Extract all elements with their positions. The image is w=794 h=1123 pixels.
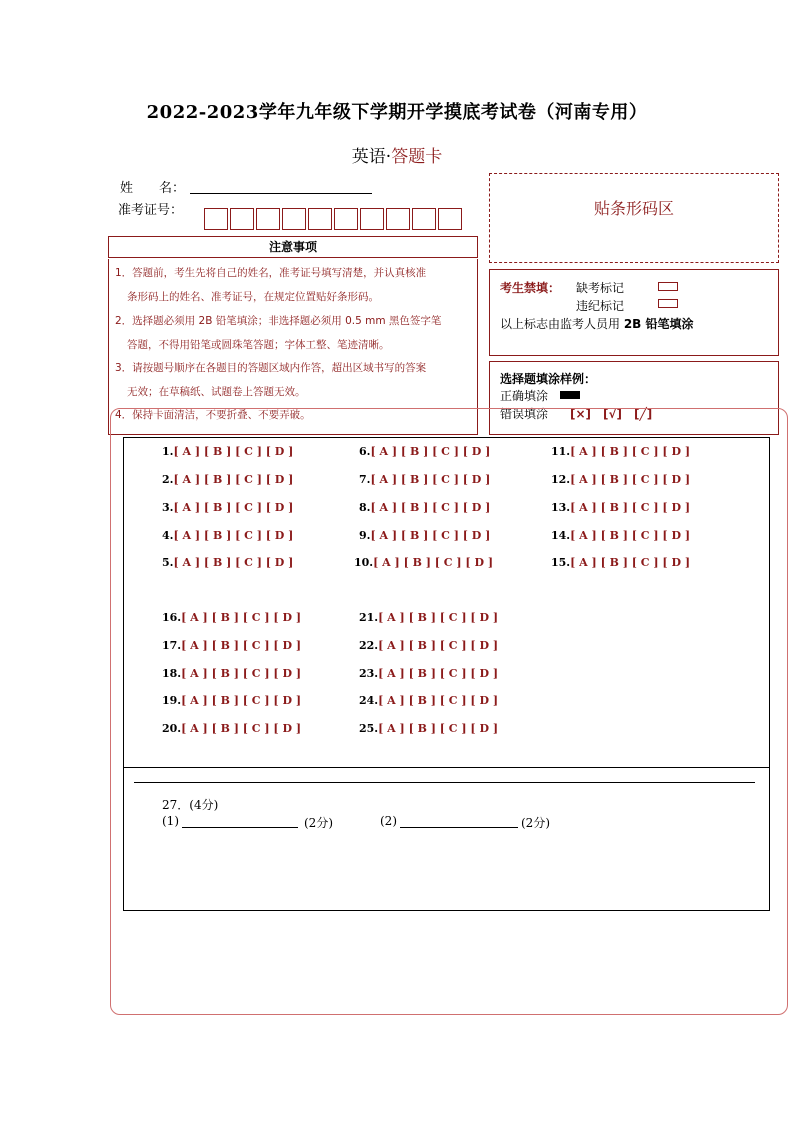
answer-options[interactable]: [ A ] [ B ] [ C ] [ D ] bbox=[370, 529, 491, 542]
id-digit-box[interactable] bbox=[386, 208, 410, 230]
id-digit-box[interactable] bbox=[360, 208, 384, 230]
answer-options[interactable]: [ A ] [ B ] [ C ] [ D ] bbox=[570, 445, 691, 458]
question-row[interactable] bbox=[551, 445, 690, 458]
question-number: 4. bbox=[162, 529, 174, 542]
question-number: 14. bbox=[551, 529, 571, 542]
question-number: 5. bbox=[162, 556, 174, 569]
q27-part1-label: (1) bbox=[162, 814, 179, 828]
answer-options[interactable]: [ A ] [ B ] [ C ] [ D ] bbox=[373, 556, 494, 569]
answer-options[interactable]: [ A ] [ B ] [ C ] [ D ] bbox=[570, 556, 691, 569]
exam-mark-note bbox=[500, 315, 694, 332]
barcode-area bbox=[489, 173, 779, 263]
question-number: 3. bbox=[162, 501, 174, 514]
question-row[interactable] bbox=[162, 473, 293, 486]
q27-part1-score: (2分) bbox=[304, 816, 333, 830]
notice-line: 4．保持卡面清洁，不要折叠、不要弄破。 bbox=[115, 409, 311, 421]
answer-options[interactable]: [ A ] [ B ] [ C ] [ D ] bbox=[370, 473, 491, 486]
question-row[interactable] bbox=[551, 501, 690, 514]
answer-options[interactable]: [ A ] [ B ] [ C ] [ D ] bbox=[378, 639, 499, 652]
notice-line: 无效；在草稿纸、试题卷上答题无效。 bbox=[127, 386, 306, 398]
question-row[interactable] bbox=[359, 529, 490, 542]
id-digit-box[interactable] bbox=[438, 208, 462, 230]
answer-options[interactable]: [ A ] [ B ] [ C ] [ D ] bbox=[181, 639, 302, 652]
question-number: 18. bbox=[162, 667, 182, 680]
question-row[interactable] bbox=[359, 667, 498, 680]
question-number: 11. bbox=[551, 445, 571, 458]
subtitle-card: 答题卡 bbox=[391, 147, 443, 167]
question-row[interactable] bbox=[359, 611, 498, 624]
name-field[interactable] bbox=[190, 179, 372, 194]
question-number: 22. bbox=[359, 639, 379, 652]
id-digit-box[interactable] bbox=[412, 208, 436, 230]
note-bold: 2B 铅笔填涂 bbox=[623, 317, 694, 331]
notice-line: 条形码上的姓名、准考证号，在规定位置贴好条形码。 bbox=[127, 291, 379, 303]
page-subtitle bbox=[0, 142, 794, 167]
question-number: 24. bbox=[359, 694, 379, 707]
q27-title: 27．(4分) bbox=[162, 798, 219, 812]
question-number: 13. bbox=[551, 501, 571, 514]
question-number: 21. bbox=[359, 611, 379, 624]
name-label: 姓 名： bbox=[120, 181, 186, 196]
answer-options[interactable]: [ A ] [ B ] [ C ] [ D ] bbox=[173, 529, 294, 542]
notice-line: 2．选择题必须用 2B 铅笔填涂；非选择题必须用 0.5 mm 黑色签字笔 bbox=[115, 315, 442, 327]
question-row[interactable] bbox=[359, 473, 490, 486]
exam-mark-label: 考生禁填： bbox=[500, 281, 561, 295]
answer-options[interactable]: [ A ] [ B ] [ C ] [ D ] bbox=[181, 611, 302, 624]
subtitle-subject: 英语· bbox=[351, 147, 392, 167]
question-number: 6. bbox=[359, 445, 371, 458]
page-title: 2022-2023学年九年级下学期开学摸底考试卷（河南专用） bbox=[146, 102, 648, 123]
question-row[interactable] bbox=[359, 445, 490, 458]
barcode-label: 贴条形码区 bbox=[593, 199, 674, 218]
divider bbox=[134, 782, 755, 783]
question-row[interactable] bbox=[162, 529, 293, 542]
id-digit-box[interactable] bbox=[230, 208, 254, 230]
sample-label: 选择题填涂样例： bbox=[500, 372, 597, 386]
q27-part2-label: (2) bbox=[380, 814, 397, 828]
answer-options[interactable]: [ A ] [ B ] [ C ] [ D ] bbox=[181, 694, 302, 707]
answer-options[interactable]: [ A ] [ B ] [ C ] [ D ] bbox=[370, 445, 491, 458]
question-row[interactable] bbox=[162, 722, 301, 735]
answer-options[interactable]: [ A ] [ B ] [ C ] [ D ] bbox=[378, 722, 499, 735]
question-number: 7. bbox=[359, 473, 371, 486]
answer-options[interactable]: [ A ] [ B ] [ C ] [ D ] bbox=[570, 501, 691, 514]
question-number: 1. bbox=[162, 445, 174, 458]
id-label: 准考证号： bbox=[118, 203, 184, 218]
note-prefix: 以上标志由监考人员用 bbox=[500, 317, 624, 331]
answer-options[interactable]: [ A ] [ B ] [ C ] [ D ] bbox=[181, 667, 302, 680]
answer-options[interactable]: [ A ] [ B ] [ C ] [ D ] bbox=[173, 445, 294, 458]
notice-line: 1．答题前，考生先将自己的姓名，准考证号填写清楚，并认真核准 bbox=[115, 267, 427, 279]
id-digit-box[interactable] bbox=[334, 208, 358, 230]
question-27-area bbox=[123, 767, 770, 911]
answer-options[interactable]: [ A ] [ B ] [ C ] [ D ] bbox=[570, 529, 691, 542]
absent-label: 缺考标记 bbox=[576, 281, 625, 295]
answer-options[interactable]: [ A ] [ B ] [ C ] [ D ] bbox=[173, 501, 294, 514]
question-row[interactable] bbox=[162, 445, 293, 458]
violation-label: 违纪标记 bbox=[576, 299, 625, 313]
question-row[interactable] bbox=[359, 639, 498, 652]
id-digit-box[interactable] bbox=[256, 208, 280, 230]
violation-mark[interactable] bbox=[658, 299, 678, 308]
notice-heading: 注意事项 bbox=[108, 236, 478, 258]
id-number-boxes[interactable] bbox=[204, 208, 464, 230]
question-number: 2. bbox=[162, 473, 174, 486]
question-row[interactable] bbox=[359, 722, 498, 735]
question-number: 9. bbox=[359, 529, 371, 542]
question-row[interactable] bbox=[359, 501, 490, 514]
question-row[interactable] bbox=[162, 501, 293, 514]
question-number: 15. bbox=[551, 556, 571, 569]
question-row[interactable] bbox=[162, 667, 301, 680]
answer-options[interactable]: [ A ] [ B ] [ C ] [ D ] bbox=[570, 473, 691, 486]
question-number: 25. bbox=[359, 722, 379, 735]
question-row[interactable] bbox=[551, 529, 690, 542]
answer-options[interactable]: [ A ] [ B ] [ C ] [ D ] bbox=[173, 473, 294, 486]
answer-options[interactable]: [ A ] [ B ] [ C ] [ D ] bbox=[173, 556, 294, 569]
question-row[interactable] bbox=[551, 556, 690, 569]
notice-line: 3．请按题号顺序在各题目的答题区域内作答，超出区域书写的答案 bbox=[115, 362, 427, 374]
answer-options[interactable]: [ A ] [ B ] [ C ] [ D ] bbox=[378, 611, 499, 624]
wrong-label: 错误填涂 bbox=[500, 407, 549, 421]
exam-mark-box bbox=[489, 269, 779, 356]
q27-part2-field[interactable] bbox=[400, 814, 518, 828]
correct-label: 正确填涂 bbox=[500, 389, 549, 403]
answer-options[interactable]: [ A ] [ B ] [ C ] [ D ] bbox=[378, 667, 499, 680]
multiple-choice-area bbox=[123, 437, 770, 768]
question-row[interactable] bbox=[162, 611, 301, 624]
question-row[interactable] bbox=[354, 556, 493, 569]
question-number: 10. bbox=[354, 556, 374, 569]
question-number: 12. bbox=[551, 473, 571, 486]
question-number: 19. bbox=[162, 694, 182, 707]
question-number: 8. bbox=[359, 501, 371, 514]
question-number: 17. bbox=[162, 639, 182, 652]
answer-options[interactable]: [ A ] [ B ] [ C ] [ D ] bbox=[370, 501, 491, 514]
answer-options[interactable]: [ A ] [ B ] [ C ] [ D ] bbox=[378, 694, 499, 707]
question-number: 23. bbox=[359, 667, 379, 680]
absent-mark[interactable] bbox=[658, 282, 678, 291]
question-number: 20. bbox=[162, 722, 182, 735]
id-digit-box[interactable] bbox=[204, 208, 228, 230]
q27-part1-field[interactable] bbox=[182, 814, 298, 828]
id-digit-box[interactable] bbox=[308, 208, 332, 230]
question-row[interactable] bbox=[162, 694, 301, 707]
notice-line: 答题，不得用铅笔或圆珠笔答题；字体工整、笔迹清晰。 bbox=[127, 339, 390, 351]
question-number: 16. bbox=[162, 611, 182, 624]
question-row[interactable] bbox=[551, 473, 690, 486]
question-row[interactable] bbox=[359, 694, 498, 707]
question-row[interactable] bbox=[162, 639, 301, 652]
q27-part2-score: (2分) bbox=[521, 816, 550, 830]
answer-options[interactable]: [ A ] [ B ] [ C ] [ D ] bbox=[181, 722, 302, 735]
wrong-marks: [×] [√] [╱] bbox=[570, 407, 653, 421]
filled-sample bbox=[560, 391, 580, 399]
question-row[interactable] bbox=[162, 556, 293, 569]
id-digit-box[interactable] bbox=[282, 208, 306, 230]
